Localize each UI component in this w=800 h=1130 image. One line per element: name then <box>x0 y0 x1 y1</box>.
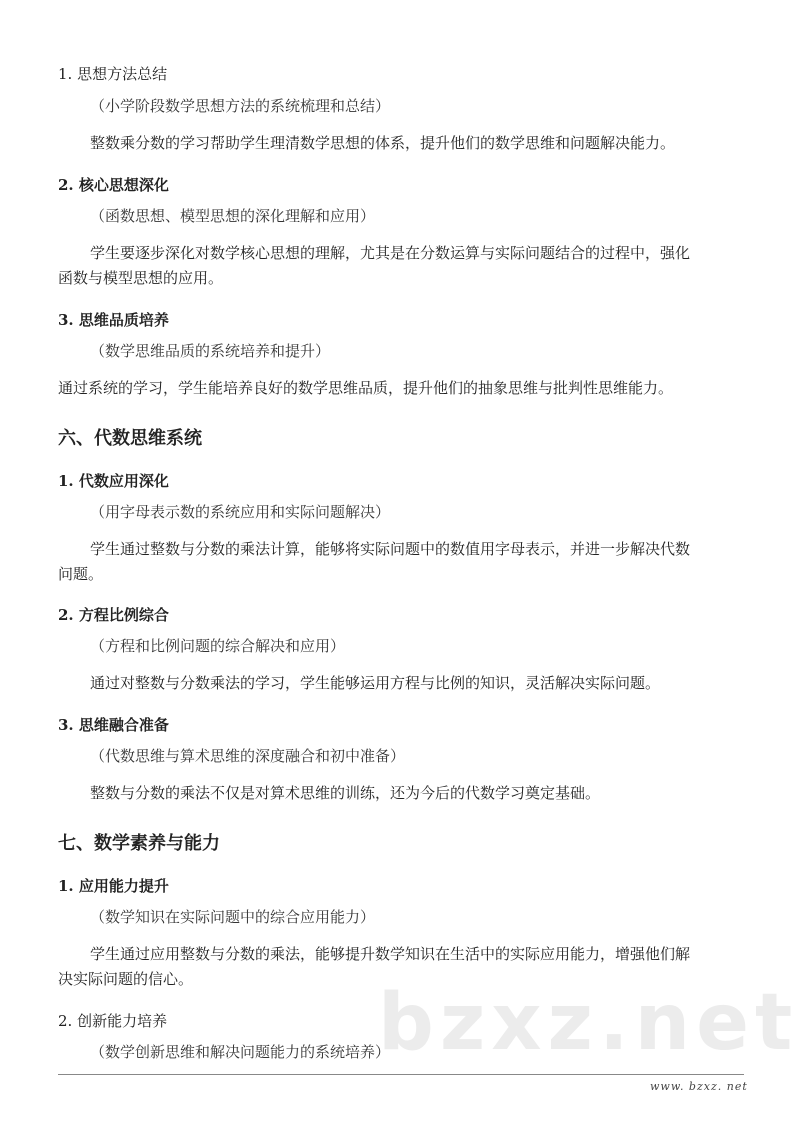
heading-3: 3. 思维融合准备 <box>58 716 169 734</box>
paragraph: 通过系统的学习，学生能培养良好的数学思维品质，提升他们的抽象思维与批判性思维能力。 <box>58 379 674 397</box>
paragraph: 整数与分数的乘法不仅是对算术思维的训练，还为今后的代数学习奠定基础。 <box>90 784 601 802</box>
paragraph: 整数乘分数的学习帮助学生理清数学思想的体系，提升他们的数学思维和问题解决能力。 <box>90 134 676 152</box>
watermark: bzxz.net <box>378 978 799 1068</box>
subheading: （方程和比例问题的综合解决和应用） <box>90 637 346 655</box>
heading-1: 1. 思想方法总结 <box>58 65 168 83</box>
paragraph-continued: 函数与模型思想的应用。 <box>58 269 224 287</box>
heading-1: 1. 应用能力提升 <box>58 877 169 895</box>
subheading: （数学创新思维和解决问题能力的系统培养） <box>90 1043 391 1061</box>
heading-2: 2. 方程比例综合 <box>58 606 169 624</box>
subheading: （数学知识在实际问题中的综合应用能力） <box>90 908 376 926</box>
subheading: （代数思维与算术思维的深度融合和初中准备） <box>90 747 406 765</box>
paragraph: 学生要逐步深化对数学核心思想的理解，尤其是在分数运算与实际问题结合的过程中，强化 <box>90 244 691 262</box>
paragraph: 学生通过整数与分数的乘法计算，能够将实际问题中的数值用字母表示，并进一步解决代数 <box>90 540 691 558</box>
paragraph-continued: 决实际问题的信心。 <box>58 970 194 988</box>
heading-2: 2. 创新能力培养 <box>58 1012 168 1030</box>
section-title: 七、数学素养与能力 <box>58 833 220 854</box>
heading-2: 2. 核心思想深化 <box>58 176 169 194</box>
subheading: （用字母表示数的系统应用和实际问题解决） <box>90 503 391 521</box>
footer-url: www. bzxz. net <box>650 1080 748 1093</box>
subheading: （数学思维品质的系统培养和提升） <box>90 342 331 360</box>
paragraph: 学生通过应用整数与分数的乘法，能够提升数学知识在生活中的实际应用能力，增强他们解 <box>90 945 691 963</box>
paragraph: 通过对整数与分数乘法的学习，学生能够运用方程与比例的知识，灵活解决实际问题。 <box>90 674 661 692</box>
footer-rule <box>58 1074 744 1075</box>
heading-3: 3. 思维品质培养 <box>58 311 169 329</box>
subheading: （函数思想、模型思想的深化理解和应用） <box>90 207 376 225</box>
heading-1: 1. 代数应用深化 <box>58 472 169 490</box>
paragraph-continued: 问题。 <box>58 565 104 583</box>
section-title: 六、代数思维系统 <box>58 428 202 449</box>
subheading: （小学阶段数学思想方法的系统梳理和总结） <box>90 97 391 115</box>
